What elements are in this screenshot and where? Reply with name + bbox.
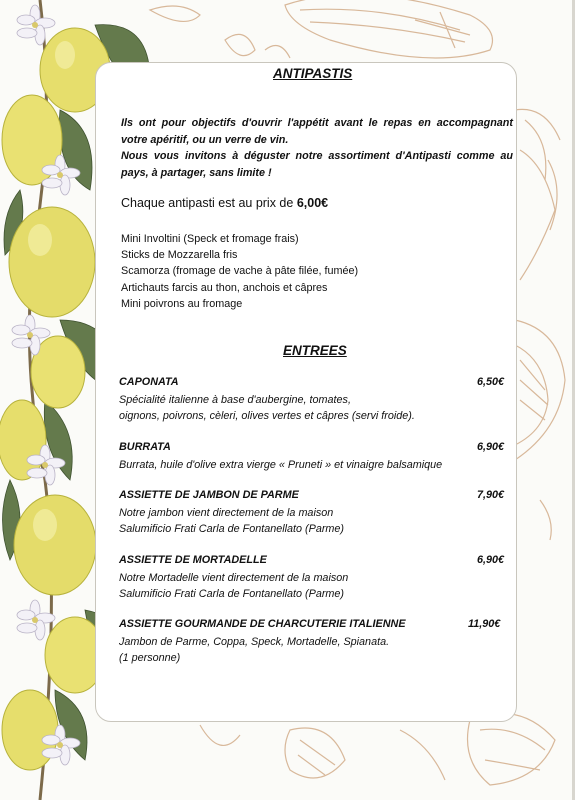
dish-price: 7,90€ — [477, 489, 505, 501]
dish-description: (1 personne) — [119, 652, 181, 664]
dish-name: ASSIETTE DE MORTADELLE — [119, 554, 267, 566]
list-item: Mini poivrons au fromage — [121, 297, 243, 310]
dish-price: 6,90€ — [477, 441, 505, 453]
list-item: Scamorza (fromage de vache à pâte filée, fumée) — [121, 265, 359, 278]
dish-description: Salumificio Frati Carla de Fontanellato (Parme) — [119, 523, 345, 535]
dish-name: CAPONATA — [119, 376, 179, 388]
dish-description: oignons, poivrons, cèleri, olives vertes et câpres (servi froide). — [119, 410, 415, 422]
dish-description: Notre jambon vient directement de la maison — [119, 507, 334, 519]
antipasti-intro-line: Nous vous invitons à déguster notre assortiment d'Antipasti comme au pays, à partager, sans limite ! — [121, 150, 513, 179]
antipasti-price-text: Chaque antipasti est au prix de — [121, 196, 297, 210]
dish-price: 6,50€ — [477, 376, 505, 388]
dish-name: ASSIETTE GOURMANDE DE CHARCUTERIE ITALIENNE — [119, 618, 406, 630]
dish-description: Notre Mortadelle vient directement de la maison — [119, 572, 349, 584]
dish-description: Jambon de Parme, Coppa, Speck, Mortadelle, Spianata. — [119, 636, 390, 648]
antipasti-intro — [121, 115, 513, 181]
dish-description: Burrata, huile d'olive extra vierge « Pruneti » et vinaigre balsamique — [119, 459, 443, 471]
list-item: Sticks de Mozzarella fris — [121, 249, 238, 262]
dish-description: Spécialité italienne à base d'aubergine, tomates, — [119, 394, 351, 406]
antipasti-list — [121, 231, 358, 312]
antipasti-price-value: 6,00€ — [296, 196, 329, 210]
dish-name: ASSIETTE DE JAMBON DE PARME — [119, 489, 299, 501]
list-item: Artichauts farcis au thon, anchois et câpres — [121, 281, 328, 294]
dish-price: 6,90€ — [477, 554, 505, 566]
antipasti-intro-line: Ils ont pour objectifs d'ouvrir l'appétit avant le repas en accompagnant votre apéritif, ou un verre de vin. — [121, 117, 513, 146]
dish-price: 11,90€ — [468, 618, 501, 630]
antipasti-heading: ANTIPASTIS — [273, 66, 353, 81]
dish-description: Salumificio Frati Carla de Fontanellato (Parme) — [119, 588, 345, 600]
list-item: Mini Involtini (Speck et fromage frais) — [121, 233, 299, 245]
entrees-heading: ENTREES — [283, 343, 347, 358]
dish-name: BURRATA — [119, 441, 171, 453]
antipasti-price-line — [121, 196, 328, 210]
